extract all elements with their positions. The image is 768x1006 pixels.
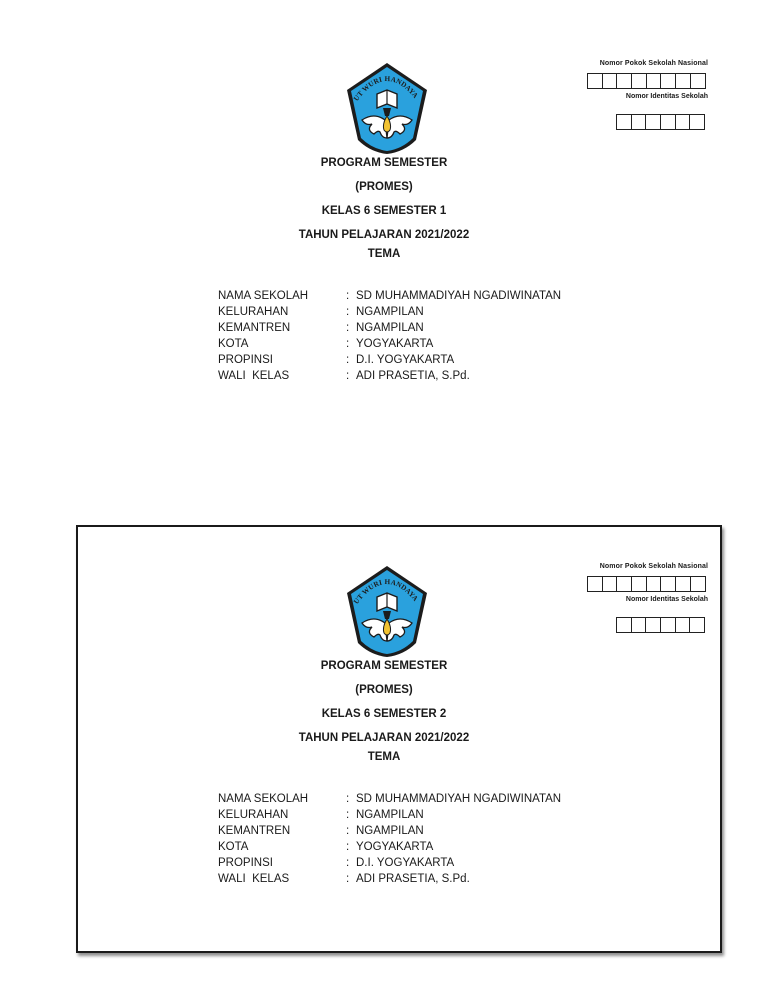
info-value: NGAMPILAN [356, 825, 424, 837]
document-subtitle: (PROMES) [355, 684, 413, 696]
info-label: KOTA [218, 841, 249, 853]
info-value: ADI PRASETIA, S.Pd. [356, 873, 470, 885]
info-row-kota [218, 336, 561, 352]
info-label: WALI KELAS [218, 873, 290, 885]
info-colon: : [346, 857, 350, 869]
info-label: KELURAHAN [218, 809, 289, 821]
info-value: NGAMPILAN [356, 809, 424, 821]
document-title: PROGRAM SEMESTER [320, 157, 448, 169]
info-row-wali-kelas [218, 871, 561, 887]
info-colon: : [346, 841, 350, 853]
info-row-school-name [218, 791, 561, 807]
info-colon: : [346, 290, 350, 302]
info-value: D.I. YOGYAKARTA [356, 354, 455, 366]
tut-wuri-handayani-logo-icon [344, 60, 430, 156]
info-colon: : [346, 354, 350, 366]
info-row-propinsi [218, 855, 561, 871]
info-colon: : [346, 322, 350, 334]
info-row-kemantren [218, 320, 561, 336]
info-row-kelurahan [218, 807, 561, 823]
info-value: SD MUHAMMADIYAH NGADIWINATAN [356, 793, 562, 805]
info-row-kota [218, 839, 561, 855]
npsn-label: Nomor Pokok Sekolah Nasional [599, 60, 708, 67]
nis-label: Nomor Identitas Sekolah [625, 596, 708, 603]
class-semester: KELAS 6 SEMESTER 1 [321, 205, 447, 217]
tut-wuri-handayani-logo-icon [344, 563, 430, 659]
info-label: KEMANTREN [218, 825, 291, 837]
npsn-boxes [587, 576, 706, 592]
info-label: NAMA SEKOLAH [218, 793, 309, 805]
info-value: SD MUHAMMADIYAH NGADIWINATAN [356, 290, 562, 302]
info-label: PROPINSI [218, 354, 273, 366]
info-colon: : [346, 825, 350, 837]
theme-heading: TEMA [367, 248, 401, 260]
info-label: KELURAHAN [218, 306, 289, 318]
school-info-table [218, 288, 561, 384]
info-row-kelurahan [218, 304, 561, 320]
theme-heading: TEMA [367, 751, 401, 763]
document-subtitle: (PROMES) [355, 181, 413, 193]
info-label: NAMA SEKOLAH [218, 290, 309, 302]
cover-page-semester-2 [0, 503, 768, 963]
info-row-school-name [218, 288, 561, 304]
info-colon: : [346, 809, 350, 821]
info-colon: : [346, 873, 350, 885]
school-info-table [218, 791, 561, 887]
info-label: PROPINSI [218, 857, 273, 869]
document-title: PROGRAM SEMESTER [320, 660, 448, 672]
info-colon: : [346, 306, 350, 318]
nis-label: Nomor Identitas Sekolah [625, 93, 708, 100]
academic-year: TAHUN PELAJARAN 2021/2022 [298, 229, 470, 241]
npsn-boxes [587, 73, 706, 89]
info-colon: : [346, 793, 350, 805]
npsn-label: Nomor Pokok Sekolah Nasional [599, 563, 708, 570]
info-value: YOGYAKARTA [356, 841, 434, 853]
info-value: YOGYAKARTA [356, 338, 434, 350]
info-label: KEMANTREN [218, 322, 291, 334]
info-value: NGAMPILAN [356, 322, 424, 334]
class-semester: KELAS 6 SEMESTER 2 [321, 708, 447, 720]
nis-boxes [616, 114, 705, 130]
info-colon: : [346, 338, 350, 350]
info-row-kemantren [218, 823, 561, 839]
info-row-propinsi [218, 352, 561, 368]
info-row-wali-kelas [218, 368, 561, 384]
info-value: NGAMPILAN [356, 306, 424, 318]
nis-boxes [616, 617, 705, 633]
info-colon: : [346, 370, 350, 382]
info-label: WALI KELAS [218, 370, 290, 382]
cover-page-semester-1 [0, 0, 768, 460]
info-value: ADI PRASETIA, S.Pd. [356, 370, 470, 382]
academic-year: TAHUN PELAJARAN 2021/2022 [298, 732, 470, 744]
info-value: D.I. YOGYAKARTA [356, 857, 455, 869]
info-label: KOTA [218, 338, 249, 350]
